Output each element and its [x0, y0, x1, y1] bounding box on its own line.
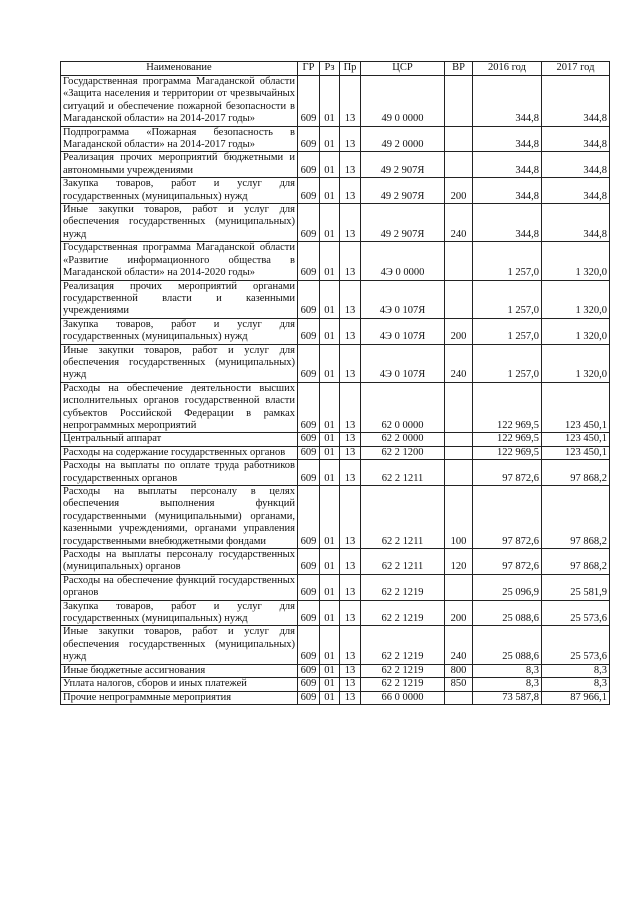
cell-rz: 01: [320, 126, 340, 152]
cell-gr: 609: [298, 664, 320, 677]
cell-pr: 13: [340, 382, 361, 433]
cell-name: Закупка товаров, работ и услуг для государственных (муниципальных) нужд: [61, 600, 298, 626]
cell-vr: [445, 382, 473, 433]
cell-vr: 200: [445, 178, 473, 204]
cell-pr: 13: [340, 691, 361, 704]
header-2017: 2017 год: [542, 62, 610, 76]
cell-rz: 01: [320, 318, 340, 344]
cell-rz: 01: [320, 433, 340, 446]
cell-y2016: 122 969,5: [473, 382, 542, 433]
table-row: [61, 626, 610, 664]
cell-y2017: 1 320,0: [542, 344, 610, 382]
cell-y2017: 123 450,1: [542, 446, 610, 459]
cell-y2017: 8,3: [542, 678, 610, 691]
header-pr: Пр: [340, 62, 361, 76]
cell-csr: 49 2 907Я: [361, 178, 445, 204]
table-header-row: [61, 62, 610, 76]
cell-gr: 609: [298, 76, 320, 127]
cell-gr: 609: [298, 600, 320, 626]
cell-csr: 62 2 1219: [361, 678, 445, 691]
cell-gr: 609: [298, 574, 320, 600]
cell-name: Закупка товаров, работ и услуг для государственных (муниципальных) нужд: [61, 318, 298, 344]
table-row: [61, 242, 610, 280]
cell-name: Расходы на выплаты персоналу в целях обеспечения выполнения функций государственными (муниципальными) органами, казенными учреждениями, органами управления государственными внебюджетными фондами: [61, 486, 298, 549]
cell-vr: [445, 574, 473, 600]
cell-vr: [445, 460, 473, 486]
cell-gr: 609: [298, 204, 320, 242]
cell-rz: 01: [320, 178, 340, 204]
cell-csr: 62 2 1211: [361, 486, 445, 549]
cell-rz: 01: [320, 626, 340, 664]
cell-y2017: 25 573,6: [542, 626, 610, 664]
cell-name: Прочие непрограммные мероприятия: [61, 691, 298, 704]
table-row: [61, 664, 610, 677]
cell-y2017: 1 320,0: [542, 242, 610, 280]
cell-pr: 13: [340, 318, 361, 344]
budget-table: [60, 61, 610, 705]
cell-rz: 01: [320, 486, 340, 549]
table-row: [61, 126, 610, 152]
cell-y2017: 1 320,0: [542, 280, 610, 318]
cell-y2017: 344,8: [542, 178, 610, 204]
cell-vr: [445, 446, 473, 459]
table-row: [61, 574, 610, 600]
cell-pr: 13: [340, 126, 361, 152]
cell-y2017: 87 966,1: [542, 691, 610, 704]
cell-pr: 13: [340, 460, 361, 486]
cell-y2016: 122 969,5: [473, 433, 542, 446]
cell-rz: 01: [320, 460, 340, 486]
cell-name: Иные закупки товаров, работ и услуг для обеспечения государственных (муниципальных) нужд: [61, 344, 298, 382]
cell-name: Иные закупки товаров, работ и услуг для обеспечения государственных (муниципальных) нужд: [61, 204, 298, 242]
cell-y2016: 344,8: [473, 126, 542, 152]
cell-vr: 200: [445, 318, 473, 344]
cell-rz: 01: [320, 446, 340, 459]
cell-name: Иные закупки товаров, работ и услуг для обеспечения государственных (муниципальных) нужд: [61, 626, 298, 664]
cell-y2017: 123 450,1: [542, 433, 610, 446]
table-row: [61, 204, 610, 242]
table-row: [61, 382, 610, 433]
cell-y2017: 344,8: [542, 204, 610, 242]
cell-rz: 01: [320, 280, 340, 318]
cell-vr: 240: [445, 626, 473, 664]
cell-gr: 609: [298, 152, 320, 178]
cell-rz: 01: [320, 691, 340, 704]
cell-gr: 609: [298, 280, 320, 318]
cell-csr: 49 2 907Я: [361, 152, 445, 178]
cell-y2016: 25 096,9: [473, 574, 542, 600]
cell-csr: 62 2 1219: [361, 574, 445, 600]
cell-vr: [445, 126, 473, 152]
cell-y2016: 8,3: [473, 678, 542, 691]
table-row: [61, 691, 610, 704]
cell-gr: 609: [298, 178, 320, 204]
cell-gr: 609: [298, 242, 320, 280]
cell-name: Расходы на выплаты по оплате труда работников государственных органов: [61, 460, 298, 486]
cell-vr: [445, 242, 473, 280]
cell-name: Расходы на содержание государственных органов: [61, 446, 298, 459]
cell-y2017: 97 868,2: [542, 549, 610, 575]
cell-rz: 01: [320, 678, 340, 691]
cell-gr: 609: [298, 382, 320, 433]
cell-name: Государственная программа Магаданской области «Защита населения и территории от чрезвычайных ситуаций и обеспечение пожарной безопасности в Магаданской области» на 2014-2017 годы»: [61, 76, 298, 127]
cell-gr: 609: [298, 460, 320, 486]
cell-y2016: 344,8: [473, 76, 542, 127]
cell-gr: 609: [298, 626, 320, 664]
cell-csr: 62 2 0000: [361, 433, 445, 446]
table-row: [61, 280, 610, 318]
table-row: [61, 76, 610, 127]
table-row: [61, 344, 610, 382]
header-name: Наименование: [61, 62, 298, 76]
table-row: [61, 433, 610, 446]
cell-csr: 4Э 0 107Я: [361, 280, 445, 318]
table-row: [61, 446, 610, 459]
cell-y2017: 344,8: [542, 126, 610, 152]
cell-name: Реализация прочих мероприятий органами государственной власти и казенными учреждениями: [61, 280, 298, 318]
cell-pr: 13: [340, 280, 361, 318]
cell-pr: 13: [340, 600, 361, 626]
cell-gr: 609: [298, 318, 320, 344]
cell-name: Закупка товаров, работ и услуг для государственных (муниципальных) нужд: [61, 178, 298, 204]
cell-y2017: 1 320,0: [542, 318, 610, 344]
cell-pr: 13: [340, 574, 361, 600]
cell-name: Расходы на обеспечение функций государственных органов: [61, 574, 298, 600]
cell-y2016: 1 257,0: [473, 242, 542, 280]
cell-pr: 13: [340, 76, 361, 127]
cell-pr: 13: [340, 178, 361, 204]
table-row: [61, 152, 610, 178]
cell-y2016: 344,8: [473, 204, 542, 242]
cell-csr: 62 2 1219: [361, 664, 445, 677]
table-row: [61, 460, 610, 486]
cell-pr: 13: [340, 486, 361, 549]
cell-name: Уплата налогов, сборов и иных платежей: [61, 678, 298, 691]
cell-csr: 49 2 907Я: [361, 204, 445, 242]
cell-y2016: 25 088,6: [473, 600, 542, 626]
cell-y2016: 97 872,6: [473, 460, 542, 486]
cell-rz: 01: [320, 664, 340, 677]
cell-gr: 609: [298, 126, 320, 152]
cell-y2017: 344,8: [542, 76, 610, 127]
cell-vr: [445, 433, 473, 446]
cell-vr: 100: [445, 486, 473, 549]
cell-vr: [445, 152, 473, 178]
cell-vr: 120: [445, 549, 473, 575]
cell-csr: 62 2 1211: [361, 460, 445, 486]
header-rz: Рз: [320, 62, 340, 76]
cell-gr: 609: [298, 486, 320, 549]
cell-rz: 01: [320, 549, 340, 575]
cell-rz: 01: [320, 204, 340, 242]
cell-pr: 13: [340, 626, 361, 664]
cell-y2016: 122 969,5: [473, 446, 542, 459]
cell-name: Реализация прочих мероприятий бюджетными и автономными учреждениями: [61, 152, 298, 178]
cell-rz: 01: [320, 574, 340, 600]
cell-vr: [445, 280, 473, 318]
cell-vr: [445, 691, 473, 704]
table-row: [61, 486, 610, 549]
cell-y2017: 25 581,9: [542, 574, 610, 600]
cell-pr: 13: [340, 678, 361, 691]
table-row: [61, 178, 610, 204]
table-row: [61, 600, 610, 626]
cell-rz: 01: [320, 152, 340, 178]
cell-vr: 850: [445, 678, 473, 691]
cell-rz: 01: [320, 242, 340, 280]
cell-y2016: 1 257,0: [473, 344, 542, 382]
cell-csr: 4Э 0 0000: [361, 242, 445, 280]
cell-gr: 609: [298, 446, 320, 459]
cell-pr: 13: [340, 549, 361, 575]
cell-csr: 4Э 0 107Я: [361, 318, 445, 344]
cell-pr: 13: [340, 152, 361, 178]
cell-y2017: 344,8: [542, 152, 610, 178]
cell-vr: 800: [445, 664, 473, 677]
header-csr: ЦСР: [361, 62, 445, 76]
cell-csr: 62 0 0000: [361, 382, 445, 433]
cell-csr: 62 2 1200: [361, 446, 445, 459]
cell-pr: 13: [340, 242, 361, 280]
cell-y2016: 97 872,6: [473, 486, 542, 549]
cell-gr: 609: [298, 344, 320, 382]
cell-csr: 49 2 0000: [361, 126, 445, 152]
cell-name: Расходы на обеспечение деятельности высших исполнительных органов государственной власти субъектов Российской Федерации в рамках непрограммных мероприятий: [61, 382, 298, 433]
cell-vr: 240: [445, 344, 473, 382]
header-gr: ГР: [298, 62, 320, 76]
cell-csr: 62 2 1211: [361, 549, 445, 575]
table-row: [61, 549, 610, 575]
cell-y2016: 8,3: [473, 664, 542, 677]
cell-rz: 01: [320, 382, 340, 433]
cell-pr: 13: [340, 204, 361, 242]
cell-name: Подпрограмма «Пожарная безопасность в Магаданской области» на 2014-2017 годы»: [61, 126, 298, 152]
cell-y2016: 1 257,0: [473, 318, 542, 344]
cell-gr: 609: [298, 678, 320, 691]
cell-vr: 200: [445, 600, 473, 626]
cell-y2017: 97 868,2: [542, 486, 610, 549]
cell-y2016: 344,8: [473, 152, 542, 178]
cell-rz: 01: [320, 600, 340, 626]
cell-y2016: 344,8: [473, 178, 542, 204]
cell-y2017: 8,3: [542, 664, 610, 677]
cell-name: Центральный аппарат: [61, 433, 298, 446]
cell-csr: 62 2 1219: [361, 626, 445, 664]
cell-pr: 13: [340, 664, 361, 677]
header-2016: 2016 год: [473, 62, 542, 76]
cell-rz: 01: [320, 344, 340, 382]
cell-gr: 609: [298, 691, 320, 704]
cell-csr: 49 0 0000: [361, 76, 445, 127]
cell-y2016: 73 587,8: [473, 691, 542, 704]
cell-rz: 01: [320, 76, 340, 127]
cell-y2017: 123 450,1: [542, 382, 610, 433]
cell-csr: 62 2 1219: [361, 600, 445, 626]
table-row: [61, 678, 610, 691]
table-body: [61, 76, 610, 705]
cell-y2016: 1 257,0: [473, 280, 542, 318]
header-vr: ВР: [445, 62, 473, 76]
cell-csr: 4Э 0 107Я: [361, 344, 445, 382]
cell-name: Расходы на выплаты персоналу государственных (муниципальных) органов: [61, 549, 298, 575]
cell-vr: 240: [445, 204, 473, 242]
cell-name: Государственная программа Магаданской области «Развитие информационного общества в Магаданской области» на 2014-2020 годы»: [61, 242, 298, 280]
cell-y2016: 25 088,6: [473, 626, 542, 664]
cell-gr: 609: [298, 433, 320, 446]
cell-csr: 66 0 0000: [361, 691, 445, 704]
cell-y2016: 97 872,6: [473, 549, 542, 575]
table-row: [61, 318, 610, 344]
cell-gr: 609: [298, 549, 320, 575]
cell-pr: 13: [340, 344, 361, 382]
cell-pr: 13: [340, 433, 361, 446]
cell-y2017: 25 573,6: [542, 600, 610, 626]
cell-y2017: 97 868,2: [542, 460, 610, 486]
cell-vr: [445, 76, 473, 127]
cell-name: Иные бюджетные ассигнования: [61, 664, 298, 677]
cell-pr: 13: [340, 446, 361, 459]
